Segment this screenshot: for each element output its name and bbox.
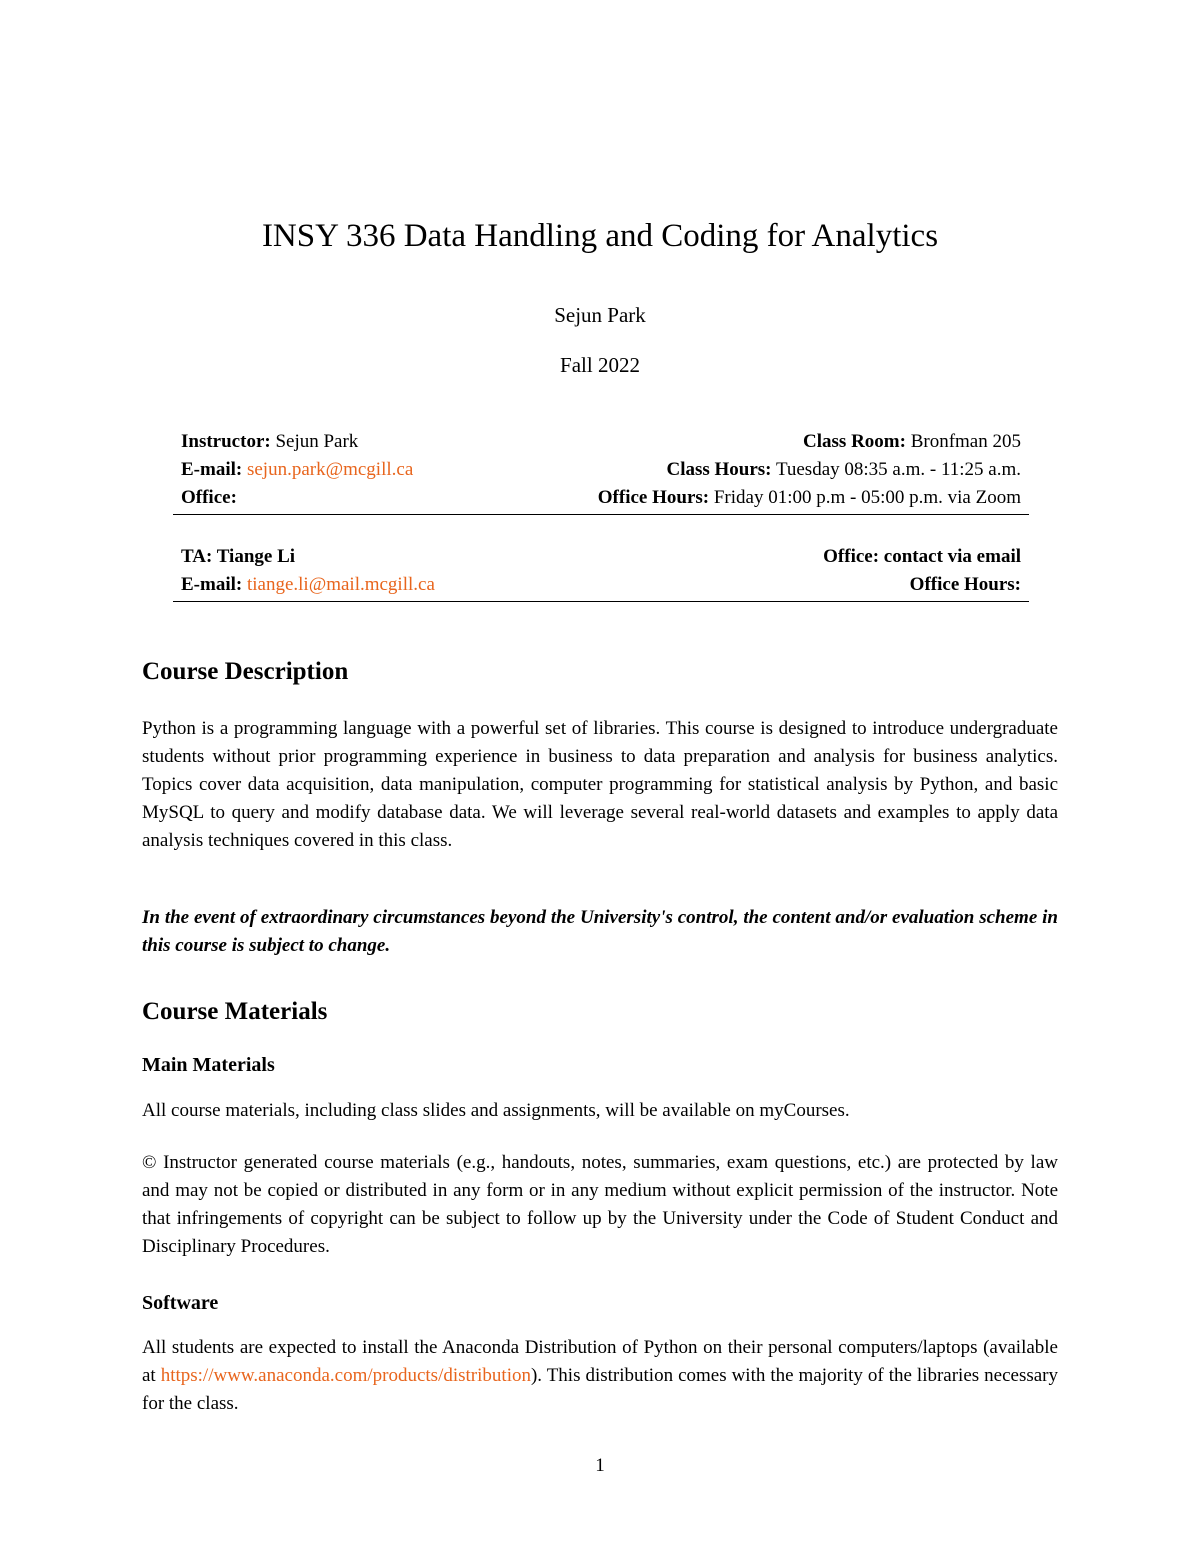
main-materials-heading: Main Materials bbox=[142, 1054, 275, 1076]
main-materials-body: All course materials, including class slides and assignments, will be available on myCourses. bbox=[142, 1100, 850, 1121]
class-hours-value: Tuesday 08:35 a.m. - 11:25 a.m. bbox=[775, 459, 1021, 480]
software-body-start: All students are expected to install the Anaconda Distribution of Python on their personal computers/laptops (available at bbox=[142, 1337, 1058, 1386]
instructor-cell bbox=[181, 428, 358, 456]
copyright-section bbox=[142, 1149, 1058, 1261]
table-divider bbox=[173, 514, 1029, 515]
ta-info-table bbox=[173, 543, 1029, 602]
ta-label: TA: Tiange Li bbox=[181, 546, 296, 567]
course-change-note: In the event of extraordinary circumstances beyond the University's control, the content and/or evaluation scheme in this course is subject to change. bbox=[142, 907, 1058, 956]
document-title: INSY 336 Data Handling and Coding for Analytics bbox=[261, 218, 939, 254]
instructor-label: Instructor: bbox=[181, 431, 271, 452]
software-paragraph bbox=[142, 1334, 1058, 1418]
ta-email-link[interactable]: tiange.li@mail.mcgill.ca bbox=[246, 574, 435, 595]
office-cell bbox=[181, 484, 237, 512]
instructor-row bbox=[173, 428, 1029, 456]
page-number: 1 bbox=[595, 1455, 605, 1476]
office-hours-label: Office Hours: bbox=[597, 487, 710, 508]
ta-email-row bbox=[173, 571, 1029, 599]
software-body-end: ). This distribution comes with the majority of the libraries necessary for the class. bbox=[142, 1365, 1058, 1414]
document-term: Fall 2022 bbox=[560, 353, 640, 377]
course-materials-heading: Course Materials bbox=[142, 998, 328, 1025]
email-row bbox=[173, 456, 1029, 484]
office-hours-cell bbox=[598, 484, 1021, 512]
ta-office-label: Office: contact via email bbox=[823, 546, 1021, 567]
class-room-cell bbox=[803, 428, 1021, 456]
software-heading: Software bbox=[142, 1292, 219, 1314]
table-divider bbox=[173, 601, 1029, 602]
ta-office-hours-label: Office Hours: bbox=[909, 574, 1021, 595]
instructor-email-link[interactable]: sejun.park@mcgill.ca bbox=[246, 459, 414, 480]
software-section bbox=[142, 1334, 1058, 1418]
class-hours-cell bbox=[666, 456, 1021, 484]
course-description-body: Python is a programming language with a powerful set of libraries. This course is designed to introduce undergraduate students without prior programming experience in business to data preparation and analysis for business analytics. Topics cover data acquisition, data manipulation, computer programming for statistical analysis by Python, and basic MySQL to query and modify database data. We will leverage several real-world datasets and examples to apply data analysis techniques covered in this class. bbox=[142, 718, 1058, 851]
course-description-heading: Course Description bbox=[142, 658, 349, 685]
course-description-section bbox=[142, 715, 1058, 855]
instructor-value: Sejun Park bbox=[275, 431, 359, 452]
ta-row bbox=[173, 543, 1029, 571]
anaconda-link[interactable]: https://www.anaconda.com/products/distribution bbox=[160, 1365, 531, 1386]
class-room-value: Bronfman 205 bbox=[910, 431, 1021, 452]
course-note-section bbox=[142, 904, 1058, 960]
ta-email-cell bbox=[181, 571, 435, 599]
office-row bbox=[173, 484, 1029, 512]
office-hours-value: Friday 01:00 p.m - 05:00 p.m. via Zoom bbox=[713, 487, 1021, 508]
office-label: Office: bbox=[181, 487, 237, 508]
instructor-info-table bbox=[173, 428, 1029, 515]
ta-email-label: E-mail: bbox=[181, 574, 243, 595]
class-room-label: Class Room: bbox=[803, 431, 906, 452]
document-author: Sejun Park bbox=[554, 303, 646, 327]
email-label: E-mail: bbox=[181, 459, 243, 480]
copyright-body: © Instructor generated course materials (e.g., handouts, notes, summaries, exam questions, etc.) are protected by law and may not be copied or distributed in any form or in any medium without explicit permission of the instructor. Note that infringements of copyright can be subject to follow up by the University under the Code of Student Conduct and Disciplinary Procedures. bbox=[142, 1152, 1058, 1257]
main-materials-section bbox=[142, 1097, 1058, 1125]
email-cell bbox=[181, 456, 413, 484]
class-hours-label: Class Hours: bbox=[666, 459, 772, 480]
